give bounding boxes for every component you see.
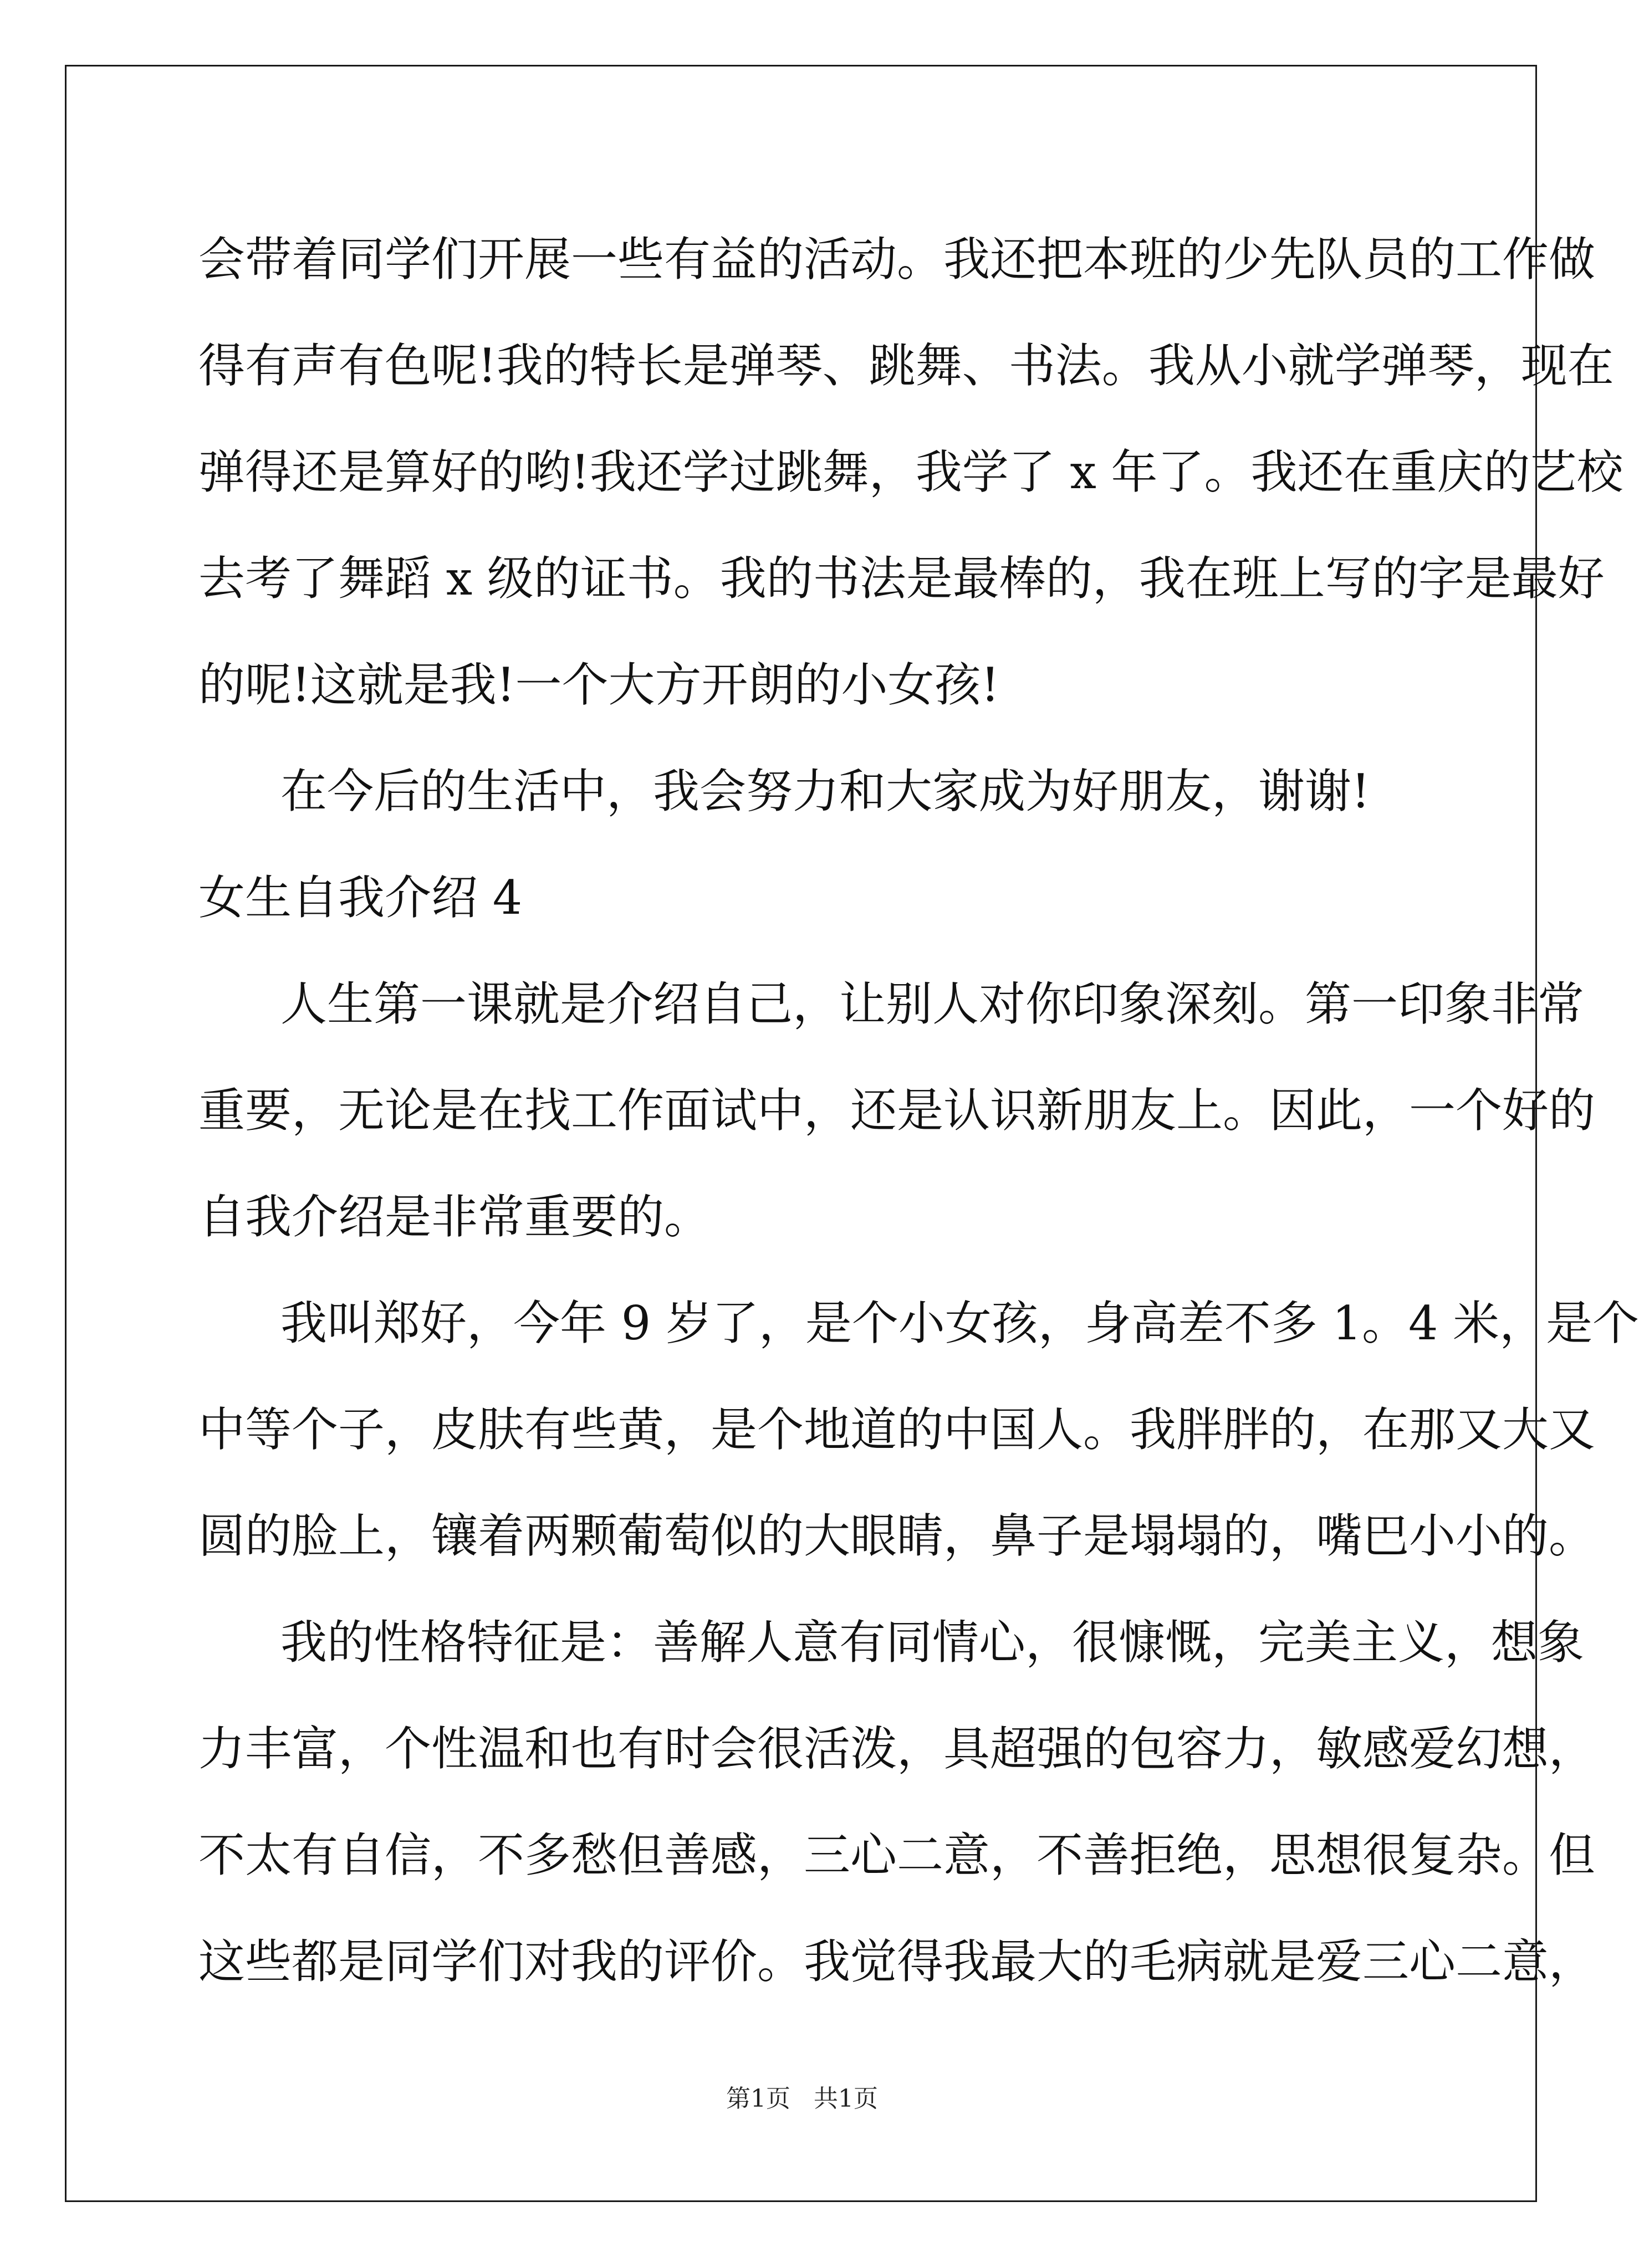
paragraph-line: 不太有自信，不多愁但善感，三心二意，不善拒绝，思想很复杂。但 [198,1828,1596,1882]
paragraph-line: 重要，无论是在找工作面试中，还是认识新朋友上。因此，一个好的 [198,1083,1596,1138]
paragraph-line: 我的性格特征是：善解人意有同情心，很慷慨，完美主义，想象 [280,1615,1585,1670]
paragraph-line: 自我介绍是非常重要的。 [198,1190,711,1244]
paragraph-line: 力丰富，个性温和也有时会很活泼，具超强的包容力，敏感爱幻想， [198,1722,1596,1776]
paragraph-line: 会带着同学们开展一些有益的活动。我还把本班的少先队员的工作做 [198,232,1596,286]
paragraph-line: 弹得还是算好的哟!我还学过跳舞，我学了 x 年了。我还在重庆的艺校 [198,445,1623,499]
paragraph-line: 在今后的生活中，我会努力和大家成为好朋友，谢谢! [280,764,1370,818]
paragraph-line: 得有声有色呢!我的特长是弹琴、跳舞、书法。我从小就学弹琴，现在 [198,339,1614,393]
paragraph-line: 这些都是同学们对我的评价。我觉得我最大的毛病就是爱三心二意， [198,1934,1596,1989]
paragraph-line: 去考了舞蹈 x 级的证书。我的书法是最棒的，我在班上写的字是最好 [198,551,1605,606]
document-body [198,206,1639,2015]
paragraph-line: 中等个子，皮肤有些黄，是个地道的中国人。我胖胖的，在那又大又 [198,1402,1596,1457]
paragraph-line: 圆的脸上，镶着两颗葡萄似的大眼睛，鼻子是塌塌的，嘴巴小小的。 [198,1509,1596,1563]
section-heading: 女生自我介绍 4 [198,871,523,925]
page-number-footer: 第1页 共1页 [726,2085,878,2113]
paragraph-line: 我叫郑好，今年 9 岁了，是个小女孩，身高差不多 1。4 米，是个 [280,1296,1639,1350]
paragraph-line: 的呢!这就是我!一个大方开朗的小女孩! [198,658,1000,712]
paragraph-line: 人生第一课就是介绍自己，让别人对你印象深刻。第一印象非常 [280,977,1585,1031]
